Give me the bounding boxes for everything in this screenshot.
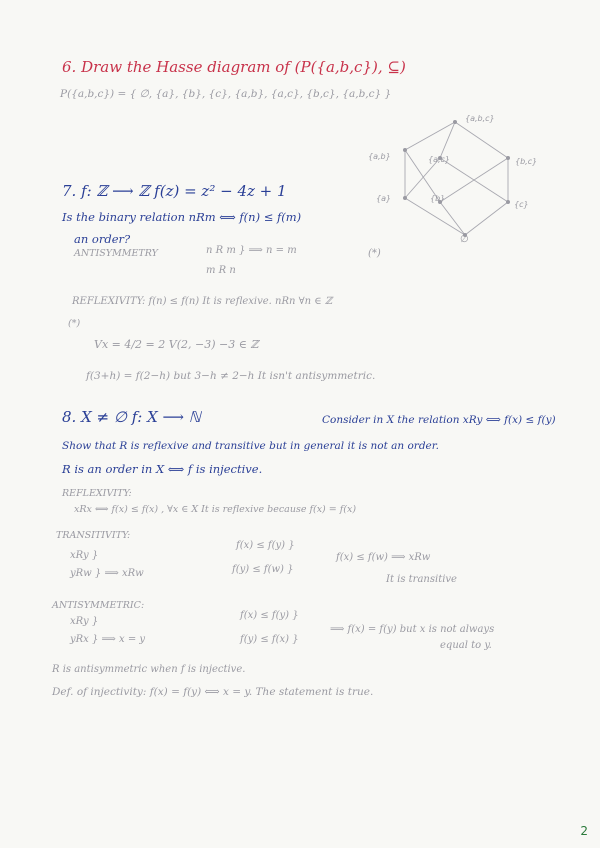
problem-6-title: 6. Draw the Hasse diagram of (P({a,b,c}), ⊆) xyxy=(62,58,406,76)
antisym-star: (*) xyxy=(368,248,381,259)
hasse-diagram xyxy=(360,110,530,250)
star-note: (*) xyxy=(68,318,81,329)
antisymmetric-label: ANTISYMMETRIC: xyxy=(52,600,145,611)
hasse-label-b: {b} xyxy=(430,194,446,203)
powerset-line: P({a,b,c}) = { ∅, {a}, {b}, {c}, {a,b}, {a,c}, {b,c}, {a,b,c} } xyxy=(60,88,392,100)
antisym-line-1: n R m } ⟹ n = m xyxy=(206,245,297,256)
problem-8-heading-right: Consider in X the relation xRy ⟺ f(x) ≤ f(y) xyxy=(322,414,556,426)
hasse-label-ac: {a,c} xyxy=(428,155,451,164)
anti-left-2: yRx } ⟹ x = y xyxy=(70,634,146,645)
trans-conclusion: It is transitive xyxy=(386,574,457,585)
hasse-label-a: {a} xyxy=(376,194,392,203)
reflexivity-line-7: REFLEXIVITY: f(n) ≤ f(n) It is reflexive. nRn ∀n ∈ ℤ xyxy=(72,296,333,307)
trans-left-1: xRy } xyxy=(70,550,99,561)
problem-7-question: Is the binary relation nRm ⟺ f(n) ≤ f(m) xyxy=(62,210,302,224)
anti-mid-2: f(y) ≤ f(x) } xyxy=(240,634,299,645)
problem-8-line-2: Show that R is reflexive and transitive but in general it is not an order. xyxy=(62,440,439,452)
hasse-label-ab: {a,b} xyxy=(368,152,391,161)
reflexivity-line-8: xRx ⟺ f(x) ≤ f(x) , ∀x ∈ X It is reflexive because f(x) = f(x) xyxy=(74,504,357,515)
hasse-label-bc: {b,c} xyxy=(515,157,538,166)
hasse-label-empty: ∅ xyxy=(460,234,469,245)
final-line-1: R is antisymmetric when f is injective. xyxy=(52,664,246,675)
anti-left-1: xRy } xyxy=(70,616,99,627)
problem-7-heading: 7. f: ℤ ⟶ ℤ f(z) = z² − 4z + 1 xyxy=(62,182,287,200)
hasse-label-c: {c} xyxy=(514,200,529,209)
anti-right: ⟹ f(x) = f(y) but x is not always xyxy=(330,624,495,635)
trans-left-2: yRw } ⟹ xRw xyxy=(70,568,144,579)
trans-mid-2: f(y) ≤ f(w) } xyxy=(232,564,294,575)
reflexivity-label-8: REFLEXIVITY: xyxy=(62,488,132,499)
problem-8-line-3: R is an order in X ⟺ f is injective. xyxy=(62,462,263,476)
antisymmetry-label: ANTISYMMETRY xyxy=(74,248,158,259)
antisym-line-2: m R n xyxy=(206,265,236,276)
page-number: 2 xyxy=(580,824,588,838)
anti-right-2: equal to y. xyxy=(440,640,492,651)
hasse-label-top: {a,b,c} xyxy=(465,114,495,123)
trans-mid-1: f(x) ≤ f(y) } xyxy=(236,540,295,551)
vertex-line: Vx = 4/2 = 2 V(2, −3) −3 ∈ ℤ xyxy=(94,338,259,351)
trans-right: f(x) ≤ f(w) ⟹ xRw xyxy=(336,552,431,563)
problem-8-heading-left: 8. X ≠ ∅ f: X ⟶ ℕ xyxy=(62,408,201,426)
problem-7-question-2: an order? xyxy=(74,232,131,246)
anti-mid-1: f(x) ≤ f(y) } xyxy=(240,610,299,621)
counterexample-line: f(3+h) = f(2−h) but 3−h ≠ 2−h It isn't antisymmetric. xyxy=(86,370,376,382)
transitivity-label: TRANSITIVITY: xyxy=(56,530,131,541)
final-line-2: Def. of injectivity: f(x) = f(y) ⟺ x = y. The statement is true. xyxy=(52,686,374,698)
